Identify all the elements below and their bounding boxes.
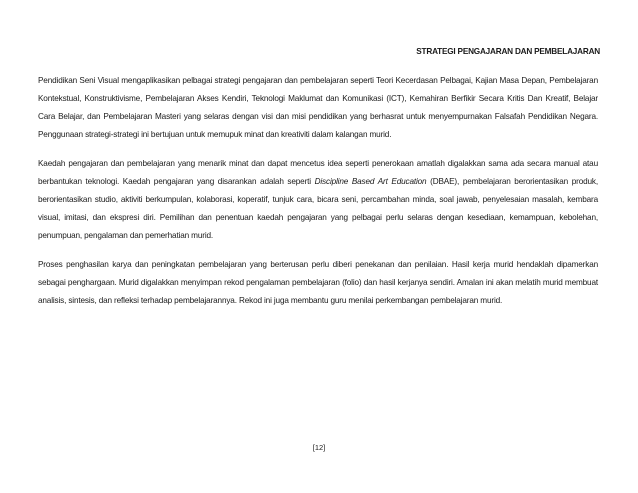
document-body: [38, 72, 598, 321]
paragraph-assessment: Proses penghasilan karya dan peningkatan pembelajaran yang berterusan perlu diberi penekanan dan penilaian. Hasil kerja murid hendaklah dipamerkan sebagai penghargaan. Murid digalakkan menyimpan rekod pengalaman pembelajaran (folio) dan hasil kerjanya sendiri. Amalan ini akan melatih murid membuat analisis, sintesis, dan refleksi terhadap pembelajarannya. Rekod ini juga membantu guru menilai perkembangan pembelajaran murid.: [38, 260, 598, 305]
paragraph-strategies: Pendidikan Seni Visual mengaplikasikan pelbagai strategi pengajaran dan pembelajaran seperti Teori Kecerdasan Pelbagai, Kajian Masa Depan, Pembelajaran Kontekstual, Konstruktivisme, Pembelajaran Akses Kendiri, Teknologi Maklumat dan Komunikasi (ICT), Kemahiran Berfikir Secara Kritis Dan Kreatif, Belajar Cara Belajar, dan Pembelajaran Masteri yang selaras dengan visi dan misi pendidikan yang berhasrat untuk menyempurnakan Falsafah Pendidikan Negara. Penggunaan strategi-strategi ini bertujuan untuk memupuk minat dan kreativiti dalam kalangan murid.: [38, 76, 598, 139]
dbae-emphasis: Discipline Based Art Education: [314, 177, 427, 186]
paragraph-teaching-methods-text-1: Kaedah pengajaran dan pembelajaran yang menarik minat dan dapat mencetus idea seperti penerokaan amatlah digalakkan sama ada secara manual atau berbantukan teknologi. Kaedah pengajaran yang disarankan adalah seperti: [38, 159, 598, 186]
paragraph-teaching-methods-text-2: (DBAE), pembelajaran berorientasikan produk, berorientasikan studio, aktiviti berkumpulan, kolaborasi, koperatif, tunjuk cara, bicara seni, percambahan minda, soal jawab, penyelesaian masalah, kembara visual, imitasi, dan ekspresi diri. Pemilihan dan penentuan kaedah pengajaran yang pelbagai perlu selaras dengan kesediaan, kemampuan, kebolehan, penumpuan, pengalaman dan pemerhatian murid.: [38, 177, 598, 240]
section-heading: STRATEGI PENGAJARAN DAN PEMBELAJARAN: [416, 47, 600, 56]
paragraph-teaching-methods: [38, 155, 598, 245]
page-number: [12]: [312, 443, 326, 452]
